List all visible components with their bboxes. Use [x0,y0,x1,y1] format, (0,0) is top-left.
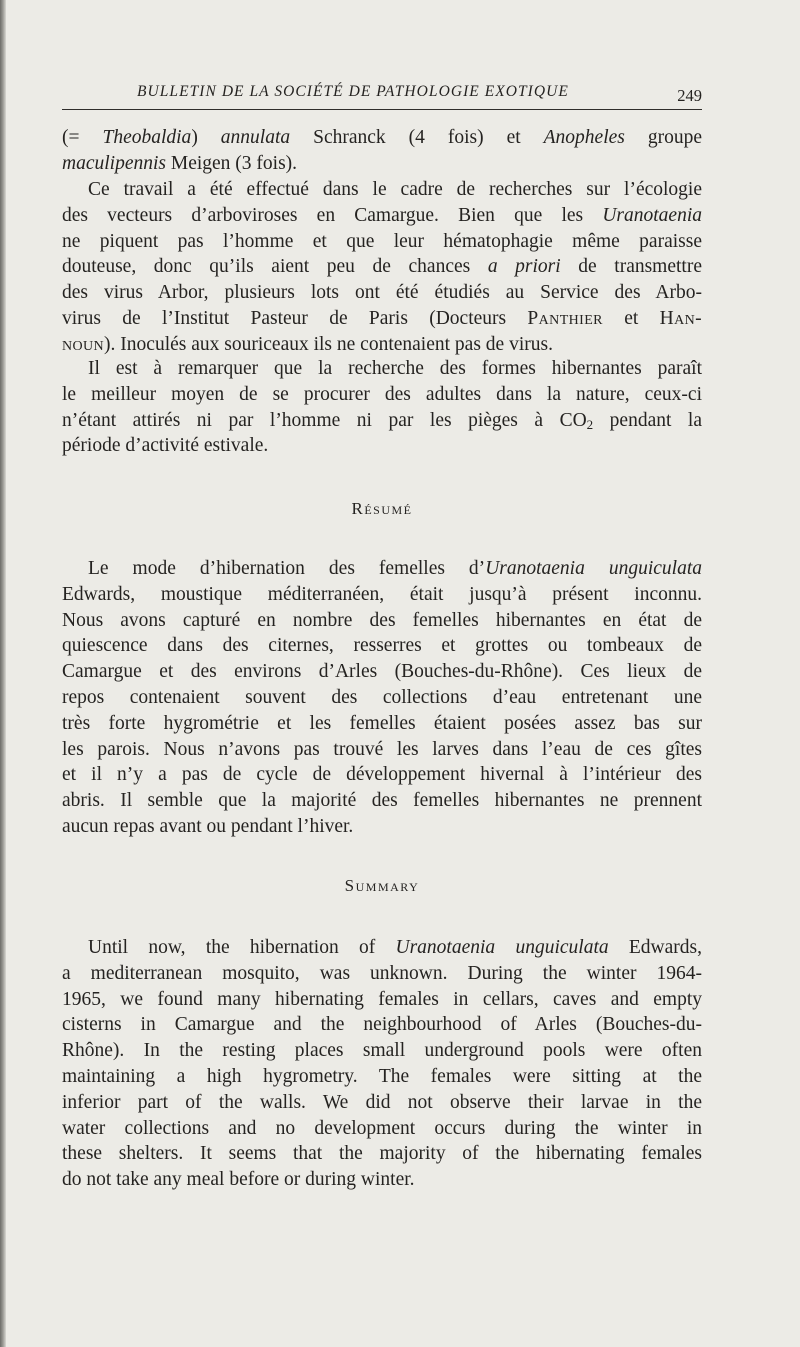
text-line: (= Theobaldia) annulata Schranck (4 fois) et Anopheles groupe [62,127,702,148]
text-line: maintaining a high hygrometry. The females were sitting at the [62,1065,702,1087]
summary-paragraph [62,935,702,1193]
text-line: do not take any meal before or during winter. [62,1169,415,1191]
text-line: les parois. Nous n’avons pas trouvé les larves dans l’eau de ces gîtes [62,738,702,760]
text-line: très forte hygrométrie et les femelles étaient posées assez bas sur [62,712,702,734]
text-line: water collections and no development occurs during the winter in [62,1117,702,1139]
text-line: these shelters. It seems that the majority of the hibernating females [62,1143,702,1165]
text-line: Le mode d’hibernation des femelles d’Uranotaenia unguiculata [88,558,702,579]
text-line: Nous avons capturé en nombre des femelles hibernantes en état de [62,609,702,631]
journal-page [62,0,702,1347]
text-line: 1965, we found many hibernating females in cellars, caves and empty [62,988,702,1010]
text-line: a mediterranean mosquito, was unknown. During the winter 1964- [62,962,702,984]
resume-paragraph [62,556,702,840]
body-paragraph-1 [62,177,702,358]
page-gutter-shadow [0,0,6,1347]
text-line: des vecteurs d’arboviroses en Camargue. Bien que les Uranotaenia [62,204,702,226]
text-line: quiescence dans des citernes, resserres et grottes ou tombeaux de [62,635,702,657]
header-rule [62,109,702,110]
text-line: abris. Il semble que la majorité des femelles hibernantes ne prennent [62,790,702,812]
text-line: Until now, the hibernation of Uranotaenia unguiculata Edwards, [88,937,702,958]
text-line: Rhône). In the resting places small underground pools were often [62,1040,702,1062]
intro-paragraph [62,125,702,177]
text-line: cisterns in Camargue and the neighbourhood of Arles (Bouches-du- [62,1014,702,1036]
page-number: 249 [677,86,702,105]
text-line: inferior part of the walls. We did not observe their larvae in the [62,1091,702,1113]
text-line: Edwards, moustique méditerranéen, était jusqu’à présent inconnu. [62,583,702,605]
text-line: noun). Inoculés aux souriceaux ils ne contenaient pas de virus. [62,333,553,355]
resume-heading: Résumé [351,499,413,518]
running-title: BULLETIN DE LA SOCIÉTÉ DE PATHOLOGIE EXOTIQUE [137,83,569,100]
text-line: Il est à remarquer que la recherche des formes hibernantes paraît [88,358,702,379]
text-line: n’étant attirés ni par l’homme ni par les pièges à $CO_2$ pendant la [62,409,702,432]
text-line: des virus Arbor, plusieurs lots ont été étudiés au Service des Arbo- [62,282,702,304]
text-line: Ce travail a été effectué dans le cadre de recherches sur l’écologie [88,179,702,200]
text-line: et il n’y a pas de cycle de développement hivernal à l’intérieur des [62,764,702,786]
running-head [62,80,702,106]
summary-heading: Summary [344,876,420,895]
text-line: maculipennis Meigen (3 fois). [62,152,298,174]
body-paragraph-2 [62,356,702,459]
text-line: ne piquent pas l’homme et que leur hématophagie même paraisse [62,230,702,252]
text-line: douteuse, donc qu’ils aient peu de chances a priori de transmettre [62,256,702,278]
text-line: période d’activité estivale. [62,435,269,457]
text-line: virus de l’Institut Pasteur de Paris (Docteurs Panthier et Han- [62,307,702,329]
text-line: aucun repas avant ou pendant l’hiver. [62,815,354,837]
text-line: Camargue et des environs d’Arles (Bouches-du-Rhône). Ces lieux de [62,661,702,683]
text-line: le meilleur moyen de se procurer des adultes dans la nature, ceux-ci [62,383,702,405]
text-line: repos contenaient souvent des collections d’eau entretenant une [62,686,702,708]
